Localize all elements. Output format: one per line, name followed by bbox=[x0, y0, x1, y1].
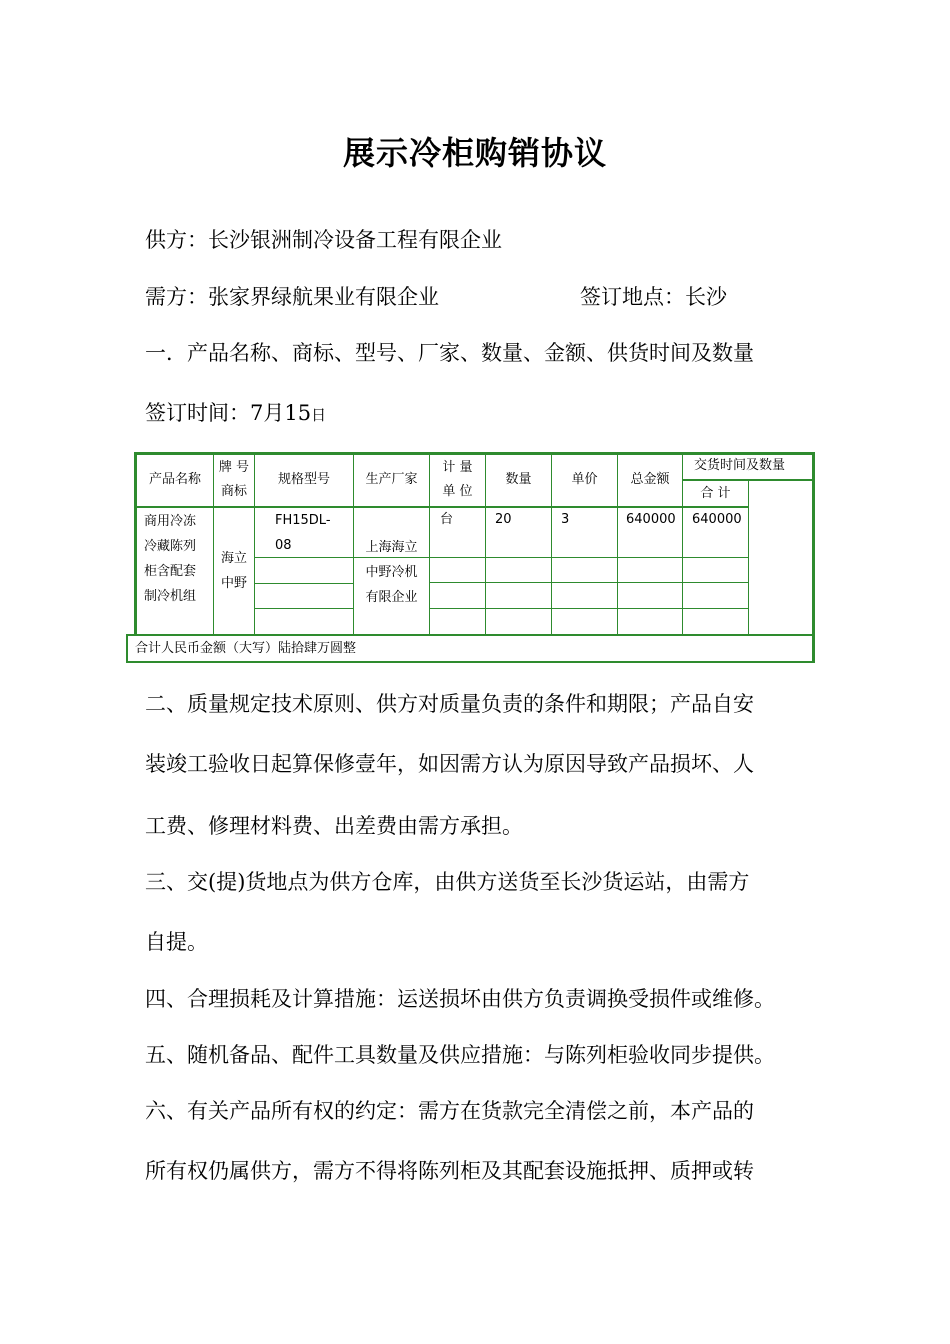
product-line: 制冷机组 bbox=[144, 589, 197, 604]
brand-line: 中野 bbox=[220, 576, 247, 591]
paragraph-line: 所有权仍属供方，需方不得将陈列柜及其配套设施抵押、质押或转 bbox=[145, 1159, 754, 1183]
paragraph-line: 装竣工验收日起算保修壹年，如因需方认为原因导致产品损坏、人 bbox=[145, 752, 754, 776]
product-line: 柜含配套 bbox=[144, 564, 197, 579]
cell-product bbox=[144, 509, 196, 609]
paragraph-line: 三、交(提)货地点为供方仓库，由供方送货至长沙货运站，由需方 bbox=[145, 870, 750, 894]
section-1-heading: 一．产品名称、商标、型号、厂家、数量、金额、供货时间及数量 bbox=[145, 341, 754, 365]
document-title: 展示冷柜购销协议 bbox=[342, 134, 607, 172]
cell-subtotal: 640000 bbox=[692, 512, 742, 527]
cell-maker bbox=[354, 535, 429, 610]
model-line: FH15DL- bbox=[275, 513, 331, 528]
cell-price: 3 bbox=[561, 512, 570, 527]
header-delivery: 交货时间及数量 bbox=[694, 458, 786, 473]
paragraph-line: 四、合理损耗及计算措施：运送损坏由供方负责调换受损件或维修。 bbox=[145, 987, 775, 1011]
buyer-name: 需方：张家界绿航果业有限企业 bbox=[145, 285, 439, 309]
header-qty: 数量 bbox=[505, 472, 532, 487]
sign-place: 签订地点：长沙 bbox=[580, 285, 727, 309]
sign-time-label: 签订时间：7月15 bbox=[145, 401, 312, 425]
header-brand-1: 牌 号 bbox=[218, 460, 250, 475]
header-price: 单价 bbox=[571, 472, 598, 487]
header-maker: 生产厂家 bbox=[365, 472, 418, 487]
header-subtotal: 合 计 bbox=[700, 486, 731, 501]
supplier-line: 供方：长沙银洲制冷设备工程有限企业 bbox=[145, 228, 502, 252]
maker-line: 有限企业 bbox=[365, 590, 418, 605]
maker-line: 上海海立 bbox=[365, 540, 418, 555]
sign-time bbox=[145, 397, 326, 427]
paragraph-line: 六、有关产品所有权的约定：需方在货款完全清偿之前，本产品的 bbox=[145, 1099, 754, 1123]
cell-qty: 20 bbox=[495, 512, 512, 527]
model-line: 08 bbox=[275, 538, 292, 553]
header-product: 产品名称 bbox=[148, 472, 201, 487]
sign-time-day: 日 bbox=[311, 406, 327, 424]
paragraph-line: 工费、修理材料费、出差费由需方承担。 bbox=[145, 814, 523, 838]
brand-line: 海立 bbox=[220, 551, 247, 566]
paragraph-line: 二、质量规定技术原则、供方对质量负责的条件和期限；产品自安 bbox=[145, 692, 754, 716]
cell-unit: 台 bbox=[440, 512, 454, 527]
header-total: 总金额 bbox=[630, 472, 670, 487]
header-unit-1: 计 量 bbox=[442, 460, 473, 475]
header-unit-2: 单 位 bbox=[442, 484, 473, 499]
paragraph-line: 五、随机备品、配件工具数量及供应措施：与陈列柜验收同步提供。 bbox=[145, 1043, 775, 1067]
header-model: 规格型号 bbox=[277, 472, 330, 487]
cell-model bbox=[275, 508, 331, 558]
sum-amount-words: 合计人民币金额（大写）陆拾肆万圆整 bbox=[135, 641, 357, 656]
paragraph-line: 自提。 bbox=[145, 930, 208, 954]
maker-line: 中野冷机 bbox=[365, 565, 418, 580]
cell-brand bbox=[214, 546, 254, 596]
product-line: 冷藏陈列 bbox=[144, 539, 197, 554]
buyer-line bbox=[145, 281, 727, 311]
cell-total: 640000 bbox=[626, 512, 676, 527]
product-line: 商用冷冻 bbox=[144, 514, 197, 529]
header-brand-2: 商标 bbox=[220, 484, 247, 499]
